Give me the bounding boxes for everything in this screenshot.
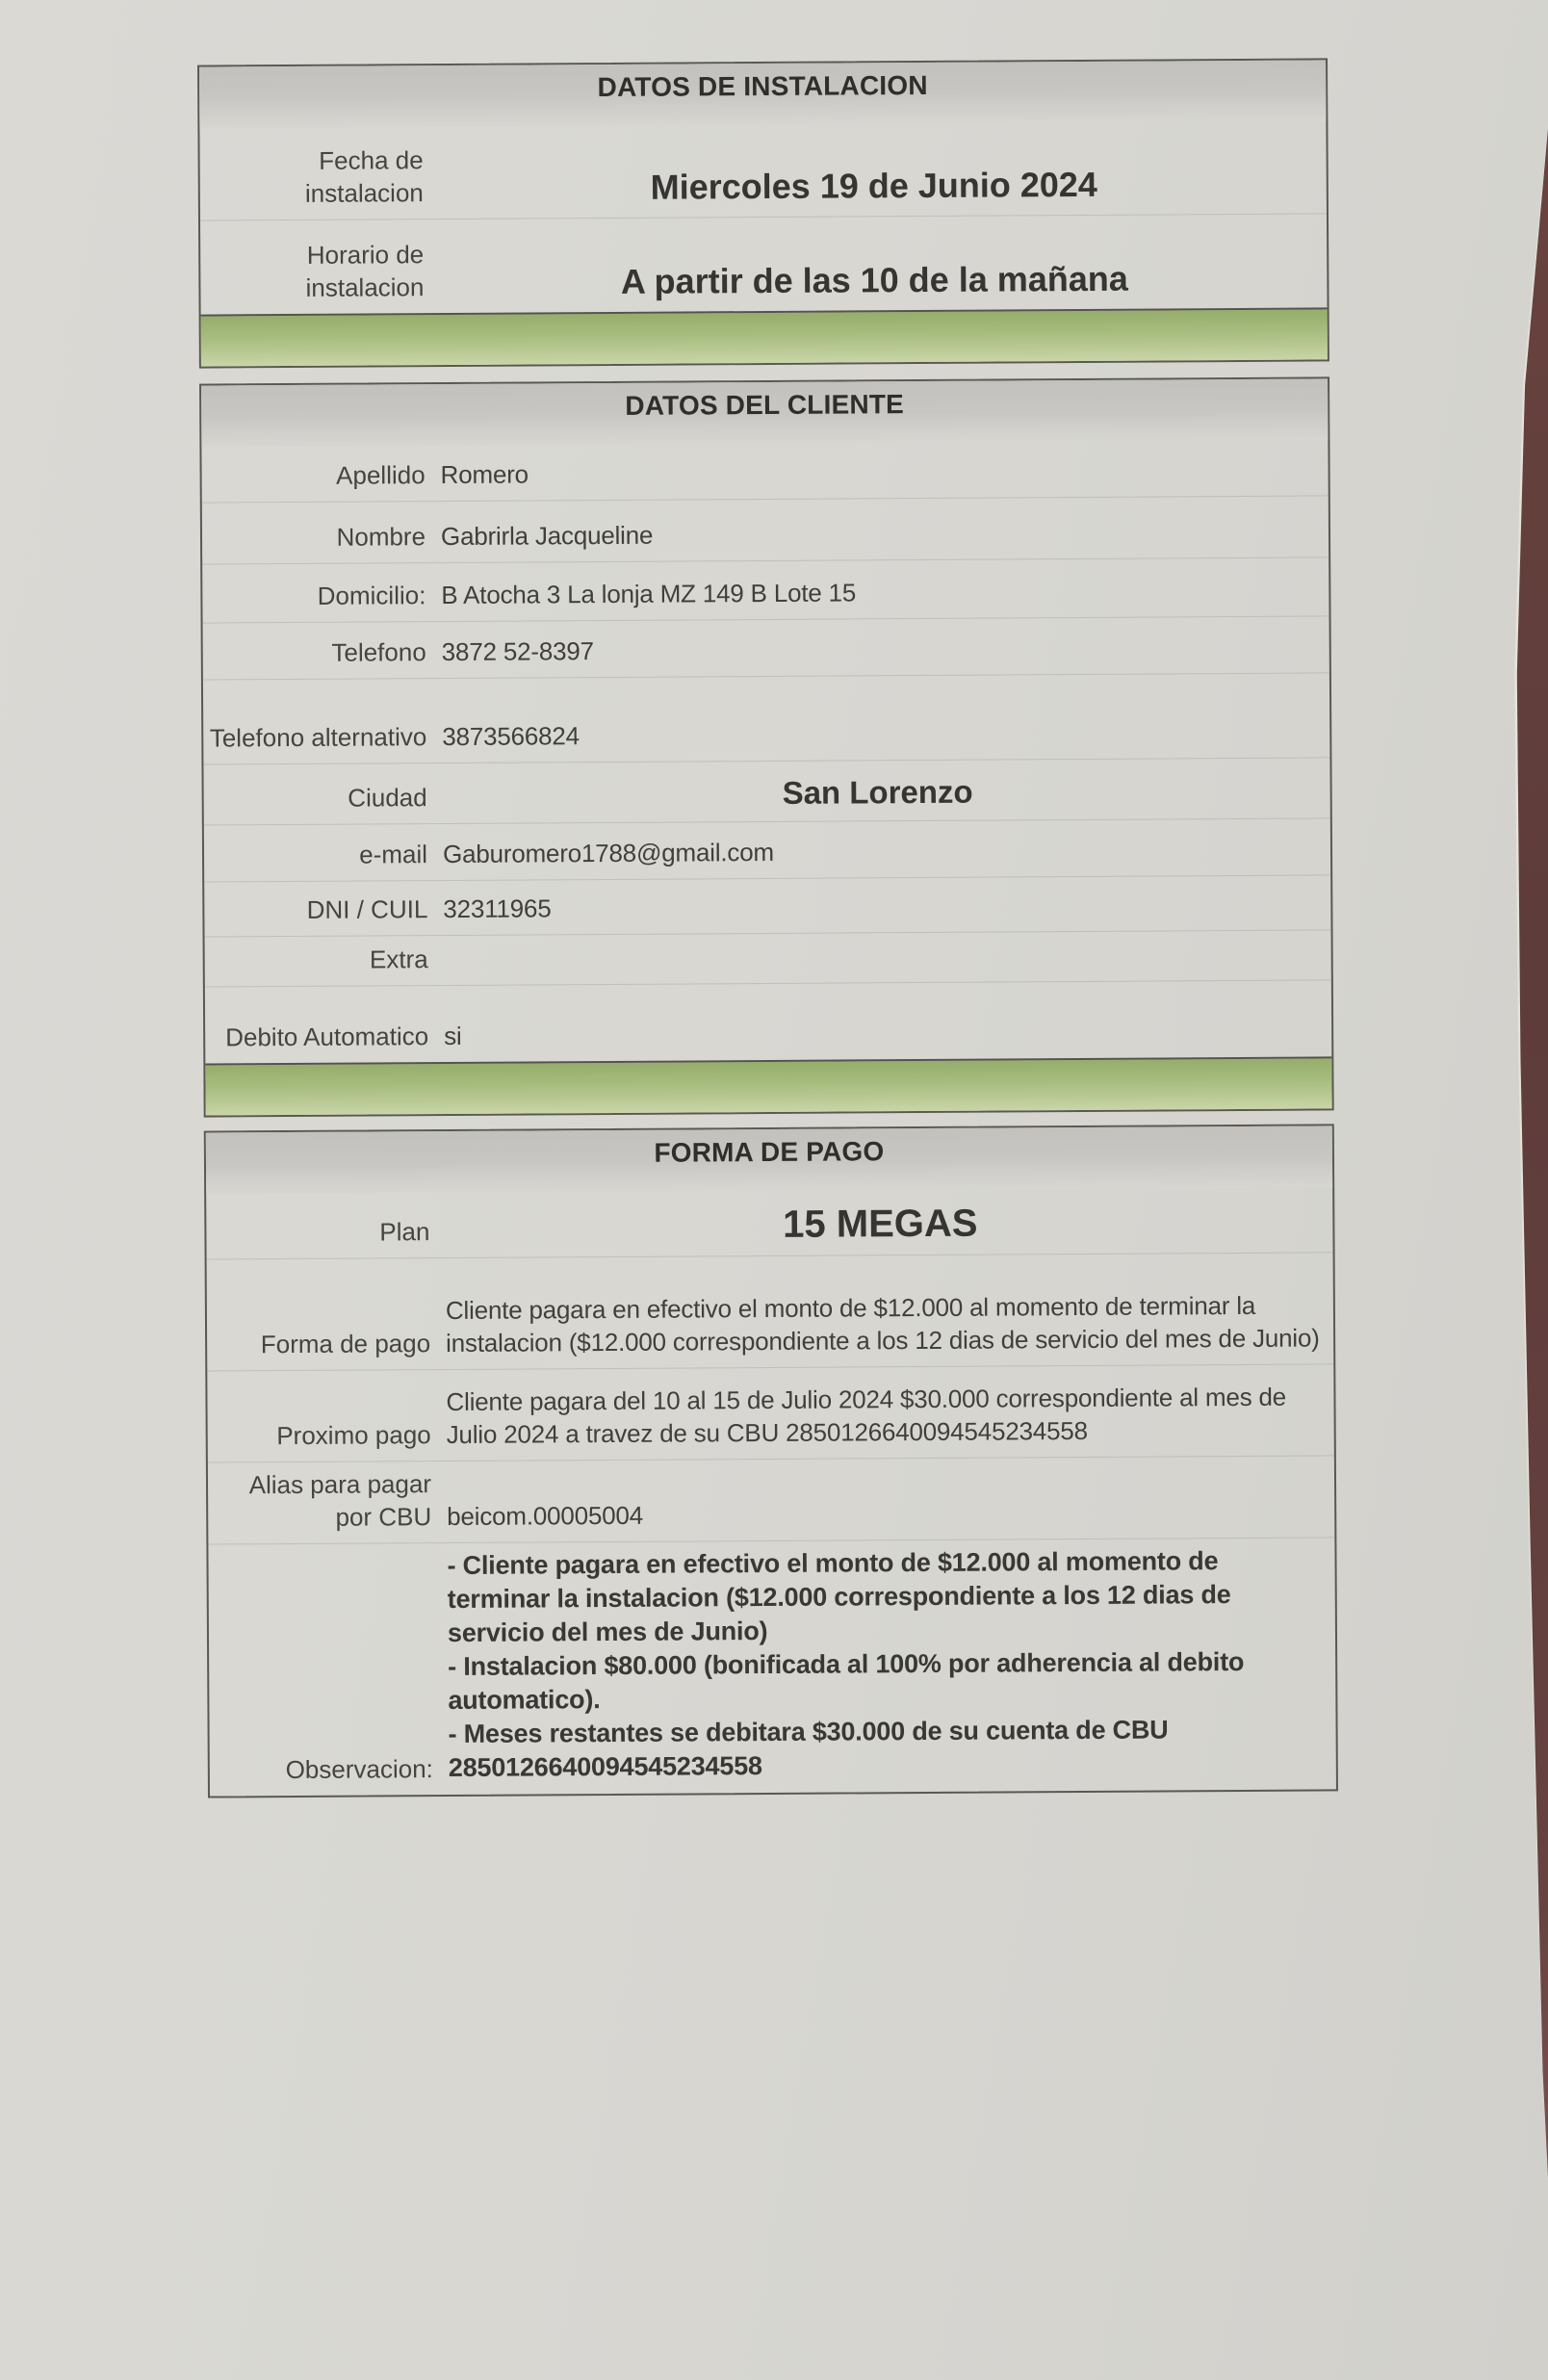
field-row-domicilio: [202, 557, 1329, 623]
field-row-nombre: [202, 496, 1329, 564]
green-divider-band: [205, 1056, 1331, 1115]
field-value: 3872 52-8397: [441, 636, 594, 667]
field-label: Ciudad: [348, 783, 427, 813]
field-row-fecha-instalacion: [199, 121, 1327, 220]
field-label: DNI / CUIL: [306, 894, 428, 924]
field-value: [428, 970, 1324, 975]
field-value: 3873566824: [442, 721, 580, 752]
field-label: Horario de instalacion: [305, 240, 425, 302]
field-label: Plan: [379, 1217, 430, 1247]
field-label: e-mail: [359, 840, 428, 869]
field-row-plan: [206, 1187, 1332, 1259]
green-divider-band: [201, 307, 1328, 366]
field-label: Observacion:: [285, 1754, 433, 1785]
field-row-debito-automatico: [205, 980, 1331, 1063]
field-row-telefono: [203, 616, 1329, 680]
field-value: - Cliente pagara en efectivo el monto de $12.000 al momento de terminar la instalacion ($12.000 correspondiente a los 12 dias de servicio del mes de Junio) - Instalacion $80.000 (bonificada al 100% por adherencia al debito automatico). - Meses restantes se debitara $30.000 de su cuenta de CBU 2850126640094545234558: [447, 1546, 1245, 1783]
field-value: Cliente pagara en efectivo el monto de $12.000 al momento de terminar la instalacion ($12.000 correspondiente a los 12 dias de servicio del mes de Junio): [445, 1290, 1320, 1358]
field-value: 32311965: [443, 893, 552, 924]
field-row-apellido: [201, 440, 1328, 503]
field-row-horario-instalacion: [200, 214, 1328, 314]
section-title-cliente: DATOS DEL CLIENTE: [201, 378, 1328, 447]
field-value: Miercoles 19 de Junio 2024: [650, 164, 1098, 207]
field-label: Domicilio:: [317, 581, 426, 610]
field-value: Romero: [440, 459, 529, 490]
field-value: Gabrirla Jacqueline: [440, 520, 654, 552]
field-row-ciudad: [203, 758, 1329, 825]
field-label: Fecha de instalacion: [304, 145, 424, 208]
field-label: Debito Automatico: [225, 1022, 429, 1052]
field-value: beicom.00005004: [447, 1500, 644, 1532]
field-row-proximo-pago: [207, 1364, 1334, 1462]
section-datos-cliente: [199, 376, 1334, 1117]
field-label: Extra: [369, 944, 428, 974]
field-value: Cliente pagara del 10 al 15 de Julio 2024 $30.000 correspondiente al mes de Julio 2024 a travez de su CBU 2850126640094545234558: [446, 1382, 1287, 1450]
field-row-extra: [205, 930, 1331, 987]
section-forma-de-pago: [204, 1124, 1338, 1798]
field-label: Apellido: [336, 460, 426, 490]
field-value: A partir de las 10 de la mañana: [620, 258, 1128, 301]
field-row-alias-cbu: [208, 1456, 1334, 1544]
field-row-forma-de-pago: [207, 1253, 1334, 1371]
field-value: Gaburomero1788@gmail.com: [442, 837, 774, 869]
field-label: Telefono alternativo: [209, 722, 427, 753]
field-value: si: [444, 1021, 462, 1051]
field-value: B Atocha 3 La lonja MZ 149 B Lote 15: [441, 578, 857, 610]
field-label: Nombre: [336, 522, 426, 552]
section-title-pago: FORMA DE PAGO: [206, 1125, 1332, 1194]
field-label: Forma de pago: [260, 1329, 431, 1359]
field-row-observacion: [208, 1538, 1336, 1796]
field-label: Proximo pago: [276, 1420, 431, 1451]
field-row-telefono-alternativo: [203, 673, 1330, 764]
field-row-dni-cuil: [204, 875, 1330, 937]
field-value: 15 MEGAS: [783, 1202, 978, 1246]
section-datos-instalacion: [197, 58, 1329, 368]
section-title-instalacion: DATOS DE INSTALACION: [199, 60, 1326, 128]
field-label: Telefono: [331, 637, 426, 667]
field-label: Alias para pagar por CBU: [248, 1469, 432, 1532]
field-value: San Lorenzo: [782, 773, 973, 811]
field-row-email: [204, 818, 1330, 882]
printed-form: [197, 58, 1338, 1798]
